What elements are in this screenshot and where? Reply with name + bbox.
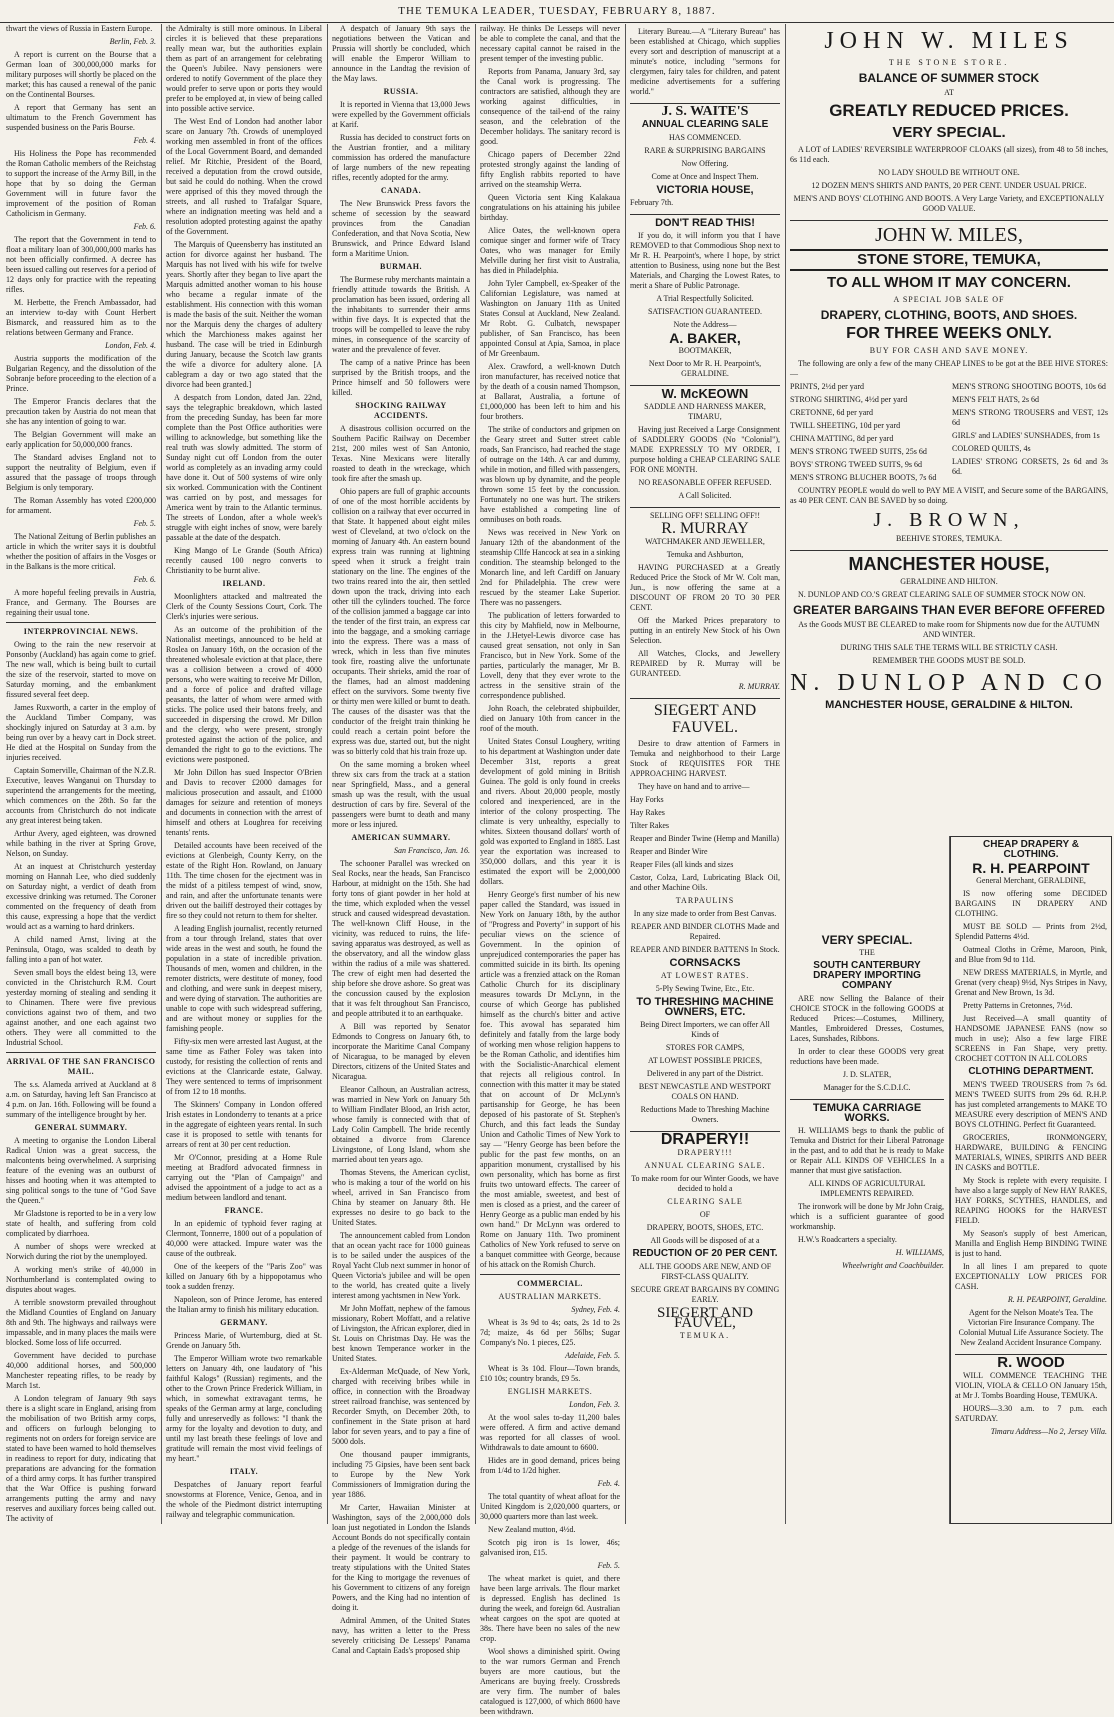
column-6-advertisements-top (786, 24, 1112, 724)
ad-text: Agent for the Nelson Moate's Tea. The Victorian Fire Insurance Company. The Colonial Mutual Life Assurance Society. The New Zealand Accident Insurance Company. (958, 1308, 1104, 1347)
list-item: CHINA MATTING, 8d per yard (790, 434, 894, 443)
ad-baker (630, 215, 780, 386)
list-item: TWILL SHEETING, 10d per yard (790, 421, 901, 430)
ad-text: STORES FOR CAMPS, (665, 1043, 745, 1052)
ad-text: TARPAULINS (675, 896, 735, 905)
paragraph: Wool shows a diminished spirit. Owing to the war rumors German and French buyers are more cautious, but the Americans are buying freely. Crossbreds are very firm. The number of bales catalogued is 127,000, of which 8600 have been withdrawn. (480, 1647, 620, 1716)
ad-text: Just Received—A small quantity of HANDSOME JAPANESE FANS (now so much in use); Also a few large FIRE SCREENS in Fan Shape, very pretty. CROCHET COTTON IN ALL COLORS (955, 1014, 1107, 1063)
paragraph: A meeting to organise the London Liberal Radical Union was a great success, the malcontents being overwhelmed. A surprising feature of the evening was an outburst of hisses and hooting when it was attempted to sing political songs to the tune of "God Save the Queen." (6, 1136, 156, 1205)
ad-text: MEN'S TWEED TROUSERS from 7s 6d. MEN'S TWEED SUITS from 29s 6d. R.H.P. has just completed arrangements to MAKE TO MEASURE every description of MEN'S AND BOYS CLOTHING. Perfect fit Guaranteed. (955, 1080, 1107, 1129)
ad-text: They have on hand and to arrive— (638, 782, 750, 791)
ad-heading: BALANCE OF SUMMER STOCK (858, 71, 1040, 85)
ad-text: All Goods will be disposed of at a (650, 1236, 760, 1245)
column-5-advertisements (626, 24, 784, 1524)
ad-text: CLEARING SALE (667, 1197, 743, 1206)
price-list (790, 382, 1108, 486)
section-heading: CANADA. (380, 186, 422, 195)
paragraph: Ex-Alderman McQuade, of New York, charged with receiving bribes while in office, in connection with the Broadway street railroad franchise, was sentenced by Recorder Smyth, on December 20th, to confinement in the State prison at hard labor for seven years, and to pay a fine of 5000 dols. (332, 1367, 470, 1446)
ad-heading: VICTORIA HOUSE, (656, 184, 754, 196)
paragraph: A report is current on the Bourse that a German loan of 300,000,000 marks for military purposes will shortly be placed on the market; this has caused a renewal of the panic on the Continental Bourses. (6, 50, 156, 99)
paragraph: Eleanor Calhoun, an Australian actress, was married in New York on January 5th to William Findlater Blood, an Irish actor, whose family is connected with that of Lady Colin Campbell. The bride recently obtained a divorce from Clarence Livingstone, of Long Island, whom she married about ten years ago. (332, 1085, 470, 1164)
list-item: CRETONNE, 6d per yard (790, 408, 873, 417)
divider (480, 1274, 620, 1275)
ad-text: DRAPERY!!! (677, 1148, 733, 1157)
ad-south-canterbury-drapery (790, 932, 944, 1100)
ad-text: In any size made to order from Best Canvas. (633, 909, 777, 918)
list-item: MEN'S STRONG TROUSERS and VEST, 12s 6d (952, 408, 1108, 427)
list-item: Hay Rakes (630, 808, 665, 817)
ad-text: BEEHIVE STORES, TEMUKA. (896, 534, 1002, 543)
ad-pearpoint (955, 837, 1107, 1355)
paragraph: Chicago papers of December 22nd protested strongly against the landing of fifty English rabbits reported to have arrived on the steamship Werra. (480, 150, 620, 189)
paragraph: Moonlighters attacked and maltreated the Clerk of the County Sessions Court, Cork. The Clerk's injuries were serious. (166, 592, 322, 621)
ad-text: HOURS—3.30 a.m. to 7 p.m. each SATURDAY. (955, 1404, 1107, 1423)
ad-text: GROCERIES, IRONMONGERY, HARDWARE, BUILDING & FENCING MATERIALS, WINES, SPIRITS AND BEER IN CASKS and BOTTLE. (955, 1133, 1107, 1172)
ad-heading: TO THRESHING MACHINE OWNERS, ETC. (636, 996, 774, 1018)
ad-text: To make room for our Winter Goods, we have decided to hold a (631, 1174, 779, 1193)
paragraph: Napoleon, son of Prince Jerome, has entered the Italian army to finish his military education. (166, 1295, 322, 1314)
paragraph: The total quantity of wheat afloat for the United Kingdom is 2,020,000 quarters, or 30,000 quarters more than last week. (480, 1492, 620, 1521)
paragraph: The Belgian Government will make an early application for 50,000,000 francs. (6, 430, 156, 449)
ad-heading: VERY SPECIAL. (892, 124, 1006, 141)
ad-text: MUST BE SOLD — Prints from 2½d, Splendid Patterns 4½d. (955, 922, 1107, 941)
ad-text: THE (859, 948, 875, 957)
ad-text: ALL THE GOODS ARE NEW, AND OF FIRST-CLASS QUALITY. (638, 1262, 772, 1281)
ad-text: SELLING OFF! SELLING OFF!! (650, 511, 760, 520)
ad-heading: DON'T READ THIS! (655, 217, 755, 229)
paragraph: On the same morning a broken wheel threw six cars from the track at a station near Springfield, Mass., and a general smash up was the result, with the usual destruction of cars by fire. Several of the passengers were burnt to death and many more or less injured. (332, 760, 470, 829)
ad-heading: STONE STORE, TEMUKA, (790, 249, 1108, 271)
list-item: Reaper Files (all kinds and sizes (630, 860, 734, 869)
paragraph: A leading English journalist, recently returned from a tour through Ireland, states that over wide areas in the west and south, he found the population in a state of incredible privation. Thousands of men, women and children, in the remoter districts, were destitute of money, food and clothing, and were sunk in deepest misery, and were dying of starvation. The authorities are unable to cope with such widespread suffering, and are without money or supplies for the famishing people. (166, 924, 322, 1033)
paragraph: The s.s. Alameda arrived at Auckland at 8 a.m. on Saturday, having left San Francisco at 4 p.m. on Jan. 16th. Following will be found a summary of the intelligence brought by her. (6, 1080, 156, 1119)
section-heading: SHOCKING RAILWAY ACCIDENTS. (355, 401, 447, 420)
column-3 (328, 24, 474, 1655)
paragraph: The Skinners' Company in London offered Irish estates in Londonderry to tenants at a price in the aggregate of eighteen years rental. In such case it is proposed to settle with tenants for arrears of rent at 30 per cent reduction. (166, 1100, 322, 1149)
ad-text: REAPER AND BINDER BATTENS In Stock. (630, 945, 780, 954)
ad-text: AT LOWEST RATES. (660, 971, 750, 980)
ad-text: H. WILLIAMS begs to thank the public of Temuka and District for their Liberal Patronage in the past, and to add that he is ready to Make or Repair ALL KINDS OF VEHICLES In a manner that must give satisfaction. (790, 1126, 944, 1175)
ad-text: Note the Address— (673, 320, 737, 329)
ad-heading: GREATLY REDUCED PRICES. (829, 101, 1069, 120)
ad-title: J. BROWN, (873, 509, 1025, 531)
paragraph: The publication of letters forwarded to this city by Mahfield, now in Melbourne, in the J.Hetyel-Lewis divorce case has caused great sensation, not only in San Francisco, but in New York. Some of the parties, particularly the manager, Mr B. Lovell, deny that they ever wrote to the actress in the sensitive strain of the correspondence published. (480, 611, 620, 700)
ad-text: TEMUKA. (679, 1331, 731, 1340)
ad-text: My Stock is replete with every requisite. I have also a large supply of New HAY RAKES, HAY FORKS, SCYTHES, HANDLES, and REAPING HOOKS for the HARVEST FIELD. (955, 1176, 1107, 1225)
ad-text: BEST NEWCASTLE AND WESTPORT COALS ON HAND. (638, 1082, 772, 1101)
paragraph: A despatch from London, dated Jan. 22nd, says the telegraphic breakdown, which lasted from the preceding Sunday, has been far more complete than the Post Office authorities were willing to acknowledge, but something like the real truth was slowly admitted. The storm of Sunday night cut off London from the outer world as completely as an invading army could have done it. Out of 500 systems of wire only six worked. Communication with the Continent was carried on by post, and messages for America went by train to the Atlantic terminus. The streets of London, after a whole week's struggle with eight inches of snow, were barely passable at the date of the despatch. (166, 393, 322, 542)
ad-text: Now Offering. (681, 159, 729, 168)
dateline: London, Feb. 3. (569, 1400, 620, 1409)
dateline: Feb. 5. (133, 519, 156, 528)
dateline: Feb. 6. (133, 222, 156, 231)
section-heading: INTERPROVINCIAL NEWS. (23, 627, 139, 636)
paragraph: A child named Arnst, living at the Peninsula, Otago, was scalded to death by falling into a pan of hot water. (6, 935, 156, 964)
paragraph: Princess Marie, of Wurtemburg, died at St. Grende on January 5th. (166, 1331, 322, 1350)
ad-siegert-fauvel-drapery (630, 1132, 780, 1347)
ad-text: REMEMBER THE GOODS MUST BE SOLD. (872, 656, 1026, 665)
ad-title: JOHN W. MILES, (875, 224, 1023, 246)
dateline: London, Feb. 4. (105, 341, 156, 350)
paragraph: The Standard advises England not to support the neutrality of Belgium, even if assured that the passage of troops through Belgium is only temporary. (6, 453, 156, 492)
ad-date: February 7th. (630, 198, 674, 207)
paragraph: A number of shops were wrecked at Norwich during the riot by the unemployed. (6, 1242, 156, 1261)
ad-heading: SOUTH CANTERBURY DRAPERY IMPORTING COMPANY (813, 960, 921, 991)
column-7-advertisements (950, 836, 1112, 1524)
masthead: THE TEMUKA LEADER, TUESDAY, FEBRUARY 8, 1887. (0, 0, 1114, 23)
ad-wood-violin (955, 1355, 1107, 1443)
paragraph: Thomas Stevens, the American cyclist, who is making a tour of the world on his wheel, arrived in San Francisco from China by steamer on January 8th. He expresses no desire to go back to the United States. (332, 1168, 470, 1227)
ad-text: Timaru Address—No 2, Jersey Villa. (990, 1427, 1107, 1436)
ad-heading: CHEAP DRAPERY & CLOTHING. (983, 839, 1079, 860)
ad-siegert-fauvel-harvest (630, 699, 780, 1132)
ad-text: WATCHMAKER AND JEWELLER, (645, 537, 765, 546)
paragraph: The Roman Assembly has voted £200,000 for armament. (6, 496, 156, 515)
section-heading: AMERICAN SUMMARY. (351, 833, 451, 842)
ad-text: SECURE GREAT BARGAINS BY COMING EARLY. (630, 1285, 780, 1304)
paragraph: thwart the views of Russia in Eastern Europe. (6, 24, 153, 33)
ad-john-miles-job-sale (790, 221, 1108, 551)
paragraph: Russia has decided to construct forts on the Austrian frontier, and a military commission has ordered the manufacture of large numbers of the new repeating rifles, recently adopted for the army. (332, 133, 470, 182)
column-1 (2, 24, 160, 1524)
section-heading: FRANCE. (224, 1206, 264, 1215)
list-item: PRINTS, 2½d per yard (790, 382, 864, 391)
ad-heading: MANCHESTER HOUSE, (848, 554, 1050, 574)
ad-heading: TO ALL WHOM IT MAY CONCERN. (827, 274, 1071, 291)
ad-heading: GREATER BARGAINS THAN EVER BEFORE OFFERED (793, 603, 1105, 617)
paragraph: The Emperor Francis declares that the precaution taken by Austria do not mean that she has any intention of going to war. (6, 397, 156, 426)
paragraph: A despatch of January 9th says the negotiations between the Vatican and Prussia will shortly be concluded, which will enable the Emperor William to announce in the Landtag the revision of the May laws. (332, 24, 470, 83)
paragraph: In an epidemic of typhoid fever raging at Clermont, Tonnerre, 1800 out of a population of 40,000 were attacked. Impure water was the cause of the outbreak. (166, 1219, 322, 1258)
ad-text: HAS COMMENCED. (668, 133, 741, 142)
paragraph: Fifty-six men were arrested last August, at the same time as Father Foley was taken into custody, for resisting the collection of rents and evictions at the Clanricarde estate, Galway. They were sentenced to terms of imprisonment of from 12 to 18 months. (166, 1037, 322, 1096)
paragraph: A terrible snowstorm prevailed throughout the Midland Counties of England on January 8th and 9th. The highways and railways were impassable, and in many places the mails were blocked. Some loss of life occurred. (6, 1298, 156, 1347)
list-item: GIRLS' and LADIES' SUNSHADES, from 1s (952, 431, 1100, 440)
divider (6, 622, 156, 623)
paragraph: The New Brunswick Press favors the scheme of secession by the seaward provinces from the Canadian Confederation, and that Nova Scotia, New Brunswick, and Prince Edward Island form a Maritime Union. (332, 199, 470, 258)
list-item: Hay Forks (630, 795, 664, 804)
dateline: Feb. 4. (597, 1479, 620, 1488)
ad-text: BOOTMAKER, (678, 346, 732, 355)
ad-text: Manager for the S.C.D.I.C. (823, 1083, 911, 1092)
paragraph: Literary Bureau.—A "Literary Bureau" has been established at Chicago, which supplies every sort and description of manuscript at a minute's notice, including "sermons for clergymen, fairy tales for children, and patent medicine advertisements for a suffering world." (630, 27, 780, 96)
ad-text: DURING THIS SALE THE TERMS WILL BE STRICTLY CASH. (840, 643, 1058, 652)
list-item: Tilter Rakes (630, 821, 670, 830)
ad-text: A Trial Respectfully Solicited. (656, 294, 754, 303)
ad-text: In order to clear these GOODS very great reductions have been made. (790, 1047, 944, 1066)
ad-text: If you do, it will inform you that I have REMOVED to that Commodious Shop next to Mr R. H. Pearpoint's, where I hope, by strict attention to Business, using none but the Best Materials, and Charging the Lowest Rates, to merit a Share of Public Patronage. (630, 231, 780, 290)
paragraph: Mr Gladstone is reported to be in a very low state of health, and suffering from cold complicated by diarrhoea. (6, 1209, 156, 1238)
paragraph: A more hopeful feeling prevails in Austria, France, and Germany. The Bourses are regaining their usual tone. (6, 588, 156, 617)
ad-text: NEW DRESS MATERIALS, in Myrtle, and Grenat (very cheap) 9½d, Nys Stripes in Navy, Grenat and New Brown, 1s 3d. (955, 968, 1107, 997)
section-heading: ITALY. (229, 1467, 259, 1476)
dateline: Feb. 4. (133, 136, 156, 145)
ad-text: General Merchant, GERALDINE, (976, 876, 1086, 885)
paragraph: Owing to the rain the new reservoir at Ponsonby (Auckland) has again come to grief. The new wall, which is being built to curtail the size of the reservoir, started to move on Saturday morning, and the embankment fissured several feet deep. (6, 640, 156, 699)
paragraph: Scotch pig iron is 1s lower, 46s; galvanised iron, £15. (480, 1538, 620, 1557)
paragraph: Seven small boys the eldest being 13, were convicted in the Christchurch R.M. Court yesterday morning of stealing and sending it to Chinamen. There were five previous convictions against two of them, and two against another, and one each against two others. They were all committed to the Industrial School. (6, 968, 156, 1047)
column-4 (476, 24, 624, 1716)
ad-text: N. DUNLOP AND CO.'S GREAT CLEARING SALE OF SUMMER STOCK NOW ON. (798, 590, 1086, 599)
paragraph: railway. He thinks De Lesseps will never be able to complete the canal, and that the necessary capital cannot be raised in the present temper of the investing public. (480, 24, 620, 63)
paragraph: A London telegram of January 9th says there is a slight scare in England, arising from the mobilisation of two British army corps, and officers on furlough belonging to regiments not on orders for foreign service are stated to have been warned to hold themselves in readiness to report for duty, indicating that preparations are advancing for the formation of a third army corps. It has further transpired that the War Office is pushing forward arrangements putting the army and navy reserves and auxiliary forces being called out. The activity of (6, 1394, 156, 1523)
ad-signature: R. H. PEARPOINT, Geraldine. (1007, 1295, 1107, 1304)
ad-text: A LOT of LADIES' REVERSIBLE WATERPROOF CLOAKS (all sizes), from 48 to 58 inches, 6s 11d each. (790, 145, 1108, 164)
paragraph: Admiral Ammen, of the United States navy, has written a letter to the Press severely criticising De Lesseps' Panama Canal and Captain Eads's proposed ship (332, 1616, 470, 1655)
paragraph: Despatches of January report fearful snowstorms at Florence, Venice, Genoa, and in the whole of the Piedmont district interrupting railway and telegraphic communication. (166, 1480, 322, 1519)
ad-text: SADDLE AND HARNESS MAKER, TIMARU, (644, 402, 766, 421)
ad-title: A. BAKER, (669, 330, 741, 346)
paragraph: King Mango of Le Grande (South Africa) recently caused 100 negro converts to Christianity to be burnt alive. (166, 546, 322, 575)
section-heading: COMMERCIAL. (517, 1279, 583, 1288)
paragraph: Mr Carter, Hawaiian Minister at Washington, says of the 2,000,000 dols loan just negotiated in London the Islands Account Bonds do not specifically contain a pledge of the revenues of the islands for their payment. It would be contrary to treaty stipulations with the United States for the King to mortgage the revenues of his Government to citizens of any foreign Powers, and the King had no intention of doing it. (332, 1503, 470, 1612)
paragraph: It is reported in Vienna that 13,000 Jews were expelled by the Government officials at Karif. (332, 100, 470, 129)
section-heading: GENERAL SUMMARY. (34, 1123, 128, 1132)
paragraph: At the wool sales to-day 11,200 bales were offered. A firm and active demand was reported for all classes of wool. Withdrawals to date amount to 6600. (480, 1413, 620, 1452)
list-item: MEN'S FELT HATS, 2s 6d (952, 395, 1040, 404)
ad-title: J. S. WAITE'S (661, 104, 749, 119)
paragraph: Mr O'Connor, presiding at a Home Rule meeting at Bradford advocated firmness in carrying out the "Plan of Campaign" and advised the appointment of a judge to act as a medium between landlord and tenant. (166, 1153, 322, 1202)
paragraph: Ohio papers are full of graphic accounts of one of the most horrible accidents by collision on a railway that ever occurred in that State. It happened about eight miles west of Cleveland, at two o'clock on the morning of January 4th. An eastern bound express train was running at lightning speed when it struck a freight train stationary on the line. The engines of the two trains reared into the air, then settled down upon the track, driving into each other till the cylinders touched. The force of the collision jammed a baggage car into the tender of the first train, an express car into the baggage, and a smoking carriage into the express. There was a mass of wreck, which in less than five minutes took fire, roasting alive the unfortunate occupants. Their shrieks, amid the roar of the flames, had an almost maddening effect on the survivors. Some twenty five or thirty men were killed or burnt to death. The causes of the disaster was that the conductor of the freight train thinking he could reach a certain point before the express was due, started out, but the night was so bitterly cold that his train froze up. (332, 487, 470, 756)
ad-text: REAPER AND BINDER CLOTHS Made and Repaired. (630, 922, 780, 941)
paragraph: News was received in New York on January 12th of the abandonment of the steamship Cllfe Hancock at sea in a sinking condition. The steamship belonged to the Monarch line, and left Cardiff on January 2nd for Philadelphia. The crew were rescued by the steamer Lake Superior. There was no passengers. (480, 528, 620, 607)
paragraph: Arthur Avery, aged eighteen, was drowned while bathing in the river at Spring Grove, Nelson, on Sunday. (6, 829, 156, 858)
paragraph: His Holiness the Pope has recommended the Roman Catholic members of the Reichstag to support the increase of the Army Bill, in the hope that by so doing the German Government will in future favor the improvement of the position of Roman Catholicism in Germany. (6, 149, 156, 218)
paragraph: One of the keepers of the "Paris Zoo" was killed on January 6th by a hippopotamus who took a sudden frenzy. (166, 1262, 322, 1291)
ad-text: GERALDINE AND HILTON. (900, 577, 998, 586)
ad-mckeown (630, 386, 780, 508)
paragraph: A Bill was reported by Senator Edmonds to Congress on January 6th, to incorporate the Maritime Canal Company of Nicaragua, to be managed by eleven Directors, citizens of the United States and Nicaragua. (332, 1022, 470, 1081)
paragraph: M. Herbette, the French Ambassador, had an interview to-day with Count Herbert Bismarck, and reassured him as to the relations between Germany and France. (6, 298, 156, 337)
ad-text: A Call Solicited. (678, 491, 732, 500)
ad-heading: CORNSACKS (669, 957, 741, 969)
paragraph: John Tyler Campbell, ex-Speaker of the Californian Legislature, was named at Washington on January 11th as United States Consul at Auckland, New Zealand. Mr Robt. G. Culbatch, newspaper publisher, of San Francisco, has been appointed Consul at Apia, Samoa, in place of Mr Greenbaum. (480, 279, 620, 358)
list-item: MEN'S STRONG TWEED SUITS, 25s 6d (790, 447, 927, 456)
ad-text: ANNUAL CLEARING SALE. (644, 1161, 766, 1170)
paragraph: The National Zeitung of Berlin publishes an article in which the writer says it is doubtful whether the position of affairs in the Vosges or in the Balkans is the more critical. (6, 532, 156, 571)
paragraph: The Marquis of Queensberry has instituted an action for divorce against her husband. The Marquis has not lived with his wife for twelve years. Shortly after they began to live apart the Marquis admitted another woman to his house who became a regular inmate of the establishment. His connection with this woman is made the basis of the suit. Neither the woman nor the Marquis deny the charges of adultery which the Marchioness makes against her husband. The case will be tried in Edinburgh during January, because the Scotch law grants the wife a divorce for adultery alone. [A cablegram a day or two ago stated that the divorce had been granted.] (166, 240, 322, 389)
paragraph: The West End of London had another labor scare on January 7th. Crowds of unemployed working men assembled in front of the offices of the Local Government Board, and demanded relief. Mr Ritchie, President of the Board, received a deputation from the crowd outside, but said he could do nothing. When the crowd were apprised of this they moved through the streets, and all rushed to Trafalgar Square, where an indignation meeting was held and a resolution adopted protesting against the apathy of the Government. (166, 117, 322, 236)
paragraph: At an inquest at Christchurch yesterday morning on Hannah Lee, who died suddenly on Saturday night, a verdict of death from excessive drinking was returned. The Coroner commented on the frequency of death from this cause, expressing a hope that the verdict would act as a warning to hard drinkers. (6, 862, 156, 931)
ad-text: A SPECIAL JOB SALE OF (893, 295, 1005, 304)
paragraph: Alex. Crawford, a well-known Dutch iron manufacturer, has received notice that by the death of a cousin named Thompson, at Ballarat, Australia, a fortune of £1,000,000 has been left to him and his four brothers. (480, 362, 620, 421)
ad-text: Oatmeal Cloths in Crême, Maroon, Pink, and Blue from 9d to 11d. (955, 945, 1107, 964)
divider (6, 1052, 156, 1053)
ad-text: Delivered in any part of the District. (646, 1069, 764, 1078)
ad-text: All Watches, Clocks, and Jewellery REPAIRED by R. Murray will be GURANTEED. (630, 649, 780, 678)
ad-text: SATISFACTION GUARANTEED. (647, 307, 763, 316)
section-subheading: ENGLISH MARKETS. (507, 1387, 593, 1396)
ad-text: Reductions Made to Threshing Machine Owners. (640, 1105, 770, 1124)
paragraph: The strike of conductors and gripmen on the Geary street and Sutter street cable roads, San Francisco, had reached the stage of outrage on the 14th. A car and dummy, while in motion, and filled with passengers, was blown up by dynamite, and the people thrown some 15 feet by the concussion. Fortunately no one was hurt. The strikers have established a competing line of omnibuses on both roads. (480, 425, 620, 524)
ad-text: Having just Received a Large Consignment of SADDLERY GOODS (No "Colonial"), MADE EXPRESSLY TO MY ORDER, I purpose holding a CHEAP CLEARING SALE FOR ONE MONTH. (630, 425, 780, 474)
price-list-left (790, 382, 946, 486)
column-2 (162, 24, 326, 1524)
paragraph: the Admiralty is still more ominous. In Liberal circles it is believed that these preparations really mean war, but the authorities explain them as part of an arrangement for celebrating the Queen's Jubilee. Navy pensioners were ordered to notify Government of the place they would prefer to serve upon or ports they would prefer to be employed at, in view of being called into possible active service. (166, 24, 322, 113)
paragraph: The camp of a native Prince has been surprised by the British troops, and the Prince himself and 50 followers were killed. (332, 358, 470, 397)
paragraph: As an outcome of the prohibition of the Nationalist meetings, announced to be held at Roslea on January 16th, on the occasion of the threatened wholesale eviction at that place, there was a collision between a crowd of 4000 persons, who were waiting to receive Mr Dillon, and a force of police and drafted village peasants, the latter of whom were armed with sticks. The police used their batons freely, and succeeded in dispersing the crowd. Mr Dillon and the clergy, who were present, strongly protested against the action of the police, and demanded the right to go to the evictions. The evictions were postponed. (166, 625, 322, 764)
ad-text: IS now offering some DECIDED BARGAINS IN DRAPERY AND CLOTHING. (955, 889, 1107, 918)
dateline: Adelaide, Feb. 5. (565, 1351, 620, 1360)
ad-text: J. D. SLATER, (842, 1070, 892, 1079)
ad-text: Desire to draw attention of Farmers in Temuka and neighborhood to their Large Stock of REQUISITES FOR THE APPROACHING HARVEST. (630, 739, 780, 778)
paragraph: A working men's strike of 40,000 in Northumberland is contemplated owing to disputes about wages. (6, 1265, 156, 1294)
ad-text: DRAPERY, BOOTS, SHOES, ETC. (646, 1223, 764, 1232)
ad-title: R. H. PEARPOINT (972, 860, 1090, 876)
ad-dunlop-manchester-house (790, 551, 1108, 716)
ad-title: DRAPERY!! (660, 1131, 750, 1148)
ad-text: Temuka and Ashburton, (666, 550, 744, 559)
ad-murray (630, 508, 780, 699)
ad-title: R. WOOD (997, 1354, 1065, 1371)
dateline: San Francisco, Jan. 16. (394, 846, 470, 855)
ad-title: R. MURRAY (661, 520, 749, 537)
paragraph: Wheat is 3s 9d to 4s; oats, 2s 1d to 2s 7d; maize, 4s 6d per 56lbs; Sugar Company's No. 1 pieces, £25. (480, 1318, 620, 1347)
list-item: Castor, Colza, Lard, Lubricating Black Oil, and other Machine Oils. (630, 873, 780, 892)
paragraph: The Burmese ruby merchants maintain a friendly attitude towards the British. A proclamation has been issued, ordering all the inhabitants to surrender their arms within five days. It is expected that the troops will be compelled to leave the ruby mines, in consequence of the scarcity of water and the prevalence of fever. (332, 275, 470, 354)
ad-john-miles-stone-store (790, 24, 1108, 221)
ad-heading: REDUCTION OF 20 PER CENT. (632, 1248, 778, 1259)
section-heading: IRELAND. (222, 579, 266, 588)
ad-literary-bureau (630, 24, 780, 104)
ad-heading: ANNUAL CLEARING SALE (641, 119, 769, 130)
paragraph: Wheat is 3s 10d. Flour—Town brands, £10 10s; country brands, £9 5s. (480, 1364, 620, 1383)
paragraph: The Emperor William wrote two remarkable letters on January 4th, one laudatory of "his faithful Kalogs" (Russian) regiments, and the other to the Crown Prince Frederick William, in which, in somewhat extravagant terms, he speaks of the German army at large, concluding fully and unreservedly as follows: "I thank the army for the loyalty and devotion to duty, and until my last breath these feelings of love and gratitude will remain the most vivid feelings of my heart." (166, 1354, 322, 1463)
ad-temuka-carriage-works (790, 1100, 944, 1277)
ad-signature: Wheelwright and Coachbuilder. (842, 1261, 944, 1270)
paragraph: Captain Somerville, Chairman of the N.Z.R. Executive, leaves Wanganui on Thursday to superintend the arrangements for the meeting, which commences on the 28th. So far the accounts from Christchurch do not indicate any great interest being taken. (6, 766, 156, 825)
ad-title: W. McKEOWN (661, 386, 749, 401)
ad-text: HAVING PURCHASED at a Greatly Reduced Price the Stock of Mr W. Colt man, Jun., is now offering the same at a DISCOUNT OF FROM 20 TO 30 PER CENT. (630, 563, 780, 612)
list-item: Reaper and Binder Twine (Hemp and Manilla) (630, 834, 780, 843)
list-item: MEN'S STRONG SHOOTING BOOTS, 10s 6d (952, 382, 1106, 391)
ad-heading: CLOTHING DEPARTMENT. (968, 1066, 1094, 1077)
ad-text: NO REASONABLE OFFER REFUSED. (638, 478, 772, 487)
ad-text: Come at Once and Inspect Them. (651, 172, 759, 181)
paragraph: Detailed accounts have been received of the evictions at Glenbeigh, County Kerry, on the estate of the Right Hon. Rowland, on January 11th. The time chosen for the ejectment was in the midst of a pitiless tempest of wind, snow, and rain, and after the unfortunate tenants were driven out the bailiff destroyed their cottages by fire so they could not return to them for shelter. (166, 841, 322, 920)
section-heading: RUSSIA. (383, 87, 419, 96)
list-item: BOYS' STRONG TWEED SUITS, 9s 6d (790, 460, 922, 469)
price-list-right (952, 382, 1108, 486)
ad-text: AT (944, 88, 954, 97)
ad-text: As the Goods MUST BE CLEARED to make room for Shipments now due for the AUTUMN AND WINTER. (798, 620, 1100, 639)
paragraph: The report that the Government in tend to float a military loan of 300,000,000 marks has not been officially confirmed. A decree has been issued calling out reserves for a period of 12 days only for practice with the repeating rifles. (6, 235, 156, 294)
paragraph: John Roach, the celebrated shipbuilder, died on January 10th from cancer in the roof of the mouth. (480, 704, 620, 733)
ad-text: My Season's supply of best American, Manilla and English Hemp BINDING TWINE is just to hand. (955, 1229, 1107, 1258)
paragraph: Mr John Dillon has sued Inspector O'Brien and Davis to recover £2000 damages for malicious prosecution and assault, and £1000 damages for seizure and retention of moneys and documents in connection with the arrest of himself and others at Loughrea for receiving tenants' rents. (166, 768, 322, 837)
section-heading: ARRIVAL OF THE SAN FRANCISCO MAIL. (6, 1057, 156, 1076)
ad-text: ARE now Selling the Balance of their CHOICE STOCK in the following GOODS at Reduced Prices:—Costumes, Millinery, Mantles, Embroidered Dresses, Costumes, Laces, Sunshades, Ribbons. (790, 994, 944, 1043)
paragraph: New Zealand mutton, 4½d. (488, 1525, 576, 1534)
list-item: LADIES' STRONG CORSETS, 2s 6d and 3s 6d. (952, 457, 1108, 476)
ad-title: JOHN W. MILES (824, 28, 1074, 54)
ad-title: SIEGERT AND FAUVEL. (653, 702, 757, 736)
ad-signature: H. WILLIAMS, (895, 1248, 944, 1257)
ad-text: Being Direct Importers, we can offer All Kinds of (640, 1020, 770, 1039)
paragraph: Government have decided to purchase 40,000 additional horses, and 500,000 Manchester repeating rifles, to be ready by March 1st. (6, 1351, 156, 1390)
ad-text: OF (699, 1210, 711, 1219)
ad-heading: MANCHESTER HOUSE, GERALDINE & HILTON. (825, 699, 1073, 711)
paragraph: James Ruxworth, a carter in the employ of the Auckland Timber Company, was shockingly injured on Saturday at 3 a.m. by being run over by a heavy cart in Dock street. He died at the Hospital on Sunday from the injuries received. (6, 703, 156, 762)
ad-text: NO LADY SHOULD BE WITHOUT ONE. (878, 168, 1020, 177)
list-item: MEN'S STRONG BLUCHER BOOTS, 7s 6d (790, 473, 937, 482)
paragraph: Reports from Panama, January 3rd, say the Canal work is progressing. The contractors are satisfied, although they are working against difficulties, in consequence of the tail-end of the rainy season, and the celebration of the December holidays. The sanitary record is good. (480, 67, 620, 146)
dateline: Feb. 6. (133, 575, 156, 584)
dateline: Feb. 5. (597, 1561, 620, 1570)
paragraph: United States Consul Loughery, writing to his department at Washington under date December 31st, reports a great development of gold mining in British Guinea. The gold is only found in creeks and rivers. About 20,000 people, mostly colored and inexperienced, are in the interior of the colony prospecting. The climate is very unhealthy, especially to whites. Sixteen thousand dollars' worth of gold was exported to England in 1885. Last year the exportation was increased to 350,000 dollars, and this year it is estimated the export will be 2,000,000 dollars. (480, 737, 620, 886)
ad-title: SIEGERT AND FAUVEL, (657, 1305, 753, 1331)
paragraph: The wheat market is quiet, and there have been large arrivals. The flour market is depressed. English has declined 1s during the week, and foreign 6d. Australian wheat cargoes on the spot are quoted at 38s. There have been no sales of the new crop. (480, 1574, 620, 1643)
section-heading: BURMAH. (380, 262, 422, 271)
ad-text: Pretty Patterns in Cretonnes, 7½d. (963, 1001, 1073, 1010)
ad-text: Next Door to Mr R. H. Pearpoint's, GERALDINE. (648, 359, 762, 378)
list-item: Reaper and Binder Wire (630, 847, 708, 856)
paragraph: Mr John Moffatt, nephew of the famous missionary, Robert Moffatt, and a relative of Livingston, the African explorer, died in St. Louis on Christmas Day. He was the best known Temperance worker in the United States. (332, 1304, 470, 1363)
list-item: COLORED QUILTS, 4s (952, 444, 1031, 453)
ad-text: H.W.'s Roadcarters a specialty. (798, 1235, 897, 1244)
ad-waite-clearing-sale (630, 104, 780, 215)
ad-text: The following are only a few of the many CHEAP LINES to be got at the BEE HIVE STORES:— (790, 359, 1108, 378)
dateline: Sydney, Feb. 4. (571, 1305, 620, 1314)
paragraph: Henry George's first number of his new paper called the Standard, was issued in New York on January 18th, by the author of "Progress and Poverty" in support of his peculiar views on the science of Government. In the opinion of unprejudiced contemporaries the paper has committed suicide in its birth. Its opening article was a frenzied attack on the Roman Catholic Church for its disciplinary measures towards Dr McLynn, in the course of which George has published himself as the church's bitter and active foe. This avowal has separated him definitely and fatally from the large body of working men whose religion happens to be the Roman Catholic, and identifies him with the Socialistic-Anarchical element that rejects all religious control. In connection with this matter it may be stated that on account of Dr McLynn's partisanship for George, he has been deposed of his pastorate of St. Stephen's Church, and this fact leads the Sunday Union and Catholic Times of New York to say — "Henry George has been before the public for the past few months, on an apparition monument, crystallised by his own personality, which has borne as first fruits two untoward effects. The career of the most amiable, sweetest, and best of men is closed as a priest, and the career of Henry George as a public man ended by his own hand." Dr McLynn was ordered to Rome on January 11th. Two prominent Catholics of New York refused to serve on a banquet committee with George, because of his attack on the Romish Church. (480, 890, 620, 1269)
ad-text: WILL COMMENCE TEACHING THE VIOLIN, VIOLA & CELLO ON January 15th, at Mr J. Tombs Boarding House, TEMUKA. (955, 1371, 1107, 1400)
dateline: Berlin, Feb. 3. (109, 37, 156, 46)
ad-heading: VERY SPECIAL. (821, 933, 913, 947)
ad-heading: DRAPERY, CLOTHING, BOOTS, AND SHOES. (820, 308, 1078, 322)
ad-signature: R. MURRAY. (738, 682, 780, 691)
ad-text: THE STONE STORE. (888, 58, 1010, 67)
ad-text: AT LOWEST POSSIBLE PRICES, (648, 1056, 762, 1065)
ad-text: The ironwork will be done by Mr John Craig, which is a sufficient guarantee of good workmanship. (790, 1202, 944, 1231)
ad-text: Off the Marked Prices preparatory to putting in an entirely New Stock of his Own Selection. (630, 616, 780, 645)
paragraph: One thousand pauper immigrants, including 75 Gipsies, have been sent back to Europe by the New York Commissioners of Immigration during the year 1886. (332, 1450, 470, 1499)
paragraph: The schooner Parallel was wrecked on Seal Rocks, near the heads, San Francisco Harbour, at midnight on the 15th. She had forty tons of giant powder in her hold at the time, which exploded when the vessel struck and caused widespread devastation. The well-known Cliff House, in the vicinity, was reduced to ruins, the life-saving apparatus was destroyed, as well as the observatory, and all the window glass within the radius of a mile was shattered. The crew of eight men had deserted the ship before she drove ashore. So great was the concussion caused by the explosion that it was felt throughout San Francisco, and people attributed it to an earthquake. (332, 859, 470, 1018)
paragraph: A disastrous collision occurred on the Southern Pacific Railway on December 21st, 200 miles west of San Antonio, Texas. Nine Mexicans were literally roasted to death in the wreckage, which took fire after the smash up. (332, 424, 470, 483)
ad-text: 5-Ply Sewing Twine, Etc., Etc. (655, 984, 755, 993)
column-6-advertisements-bottom (786, 836, 948, 1524)
ad-text: 12 DOZEN MEN'S SHIRTS AND PANTS, 20 PER CENT. UNDER USUAL PRICE. (811, 181, 1087, 190)
paragraph: Hides are in good demand, prices being from 1/4d to 1/2d higher. (480, 1456, 620, 1475)
ad-text: ALL KINDS OF AGRICULTURAL IMPLEMENTS REPAIRED. (808, 1179, 926, 1198)
paragraph: Queen Victoria sent King Kalakaua congratulations on his attaining his jubilee birthday. (480, 193, 620, 222)
ad-text: RARE & SURPRISING BARGAINS (644, 146, 766, 155)
paragraph: The announcement cabled from London that an ocean yacht race for 1000 guineas is to be sailed under the auspices of the Royal Yacht Club next summer in honor of Queen Victoria's jubilee and will be open to the world, has created quite a lively interest among yachtsmen in New York. (332, 1231, 470, 1300)
paragraph: A report that Germany has sent an ultimatum to the French Government has suspended business on the Paris Bourse. (6, 103, 156, 132)
ad-text: BUY FOR CASH AND SAVE MONEY. (869, 346, 1029, 355)
ad-text: COUNTRY PEOPLE would do well to PAY ME A VISIT, and Secure some of the BARGAINS, as 40 PER CENT. CAN BE SAVED by so doing. (790, 486, 1108, 505)
list-item: STRONG SHIRTING, 4½d per yard (790, 395, 908, 404)
ad-title: N. DUNLOP AND CO (790, 670, 1108, 696)
paragraph: Alice Oates, the well-known opera comique singer and former wife of Tracy Oates, who was manager for Emily Melville during her first visit to Australia, has died in Philadelphia. (480, 226, 620, 275)
section-heading: GERMANY. (220, 1318, 268, 1327)
ad-text: In all lines I am prepared to quote EXCEPTIONALLY LOW PRICES FOR CASH. (955, 1262, 1107, 1291)
ad-heading: TEMUKA CARRIAGE WORKS. (812, 1102, 922, 1124)
ad-text: MEN'S AND BOYS' CLOTHING AND BOOTS. A Very Large Variety, and EXCEPTIONALLY GOOD VALUE. (793, 194, 1105, 213)
section-subheading: AUSTRALIAN MARKETS. (498, 1292, 602, 1301)
paragraph: Austria supports the modification of the Bulgarian Regency, and the dissolution of the Sobranje before proceeding to the election of a Prince. (6, 354, 156, 393)
ad-heading: FOR THREE WEEKS ONLY. (846, 325, 1052, 342)
